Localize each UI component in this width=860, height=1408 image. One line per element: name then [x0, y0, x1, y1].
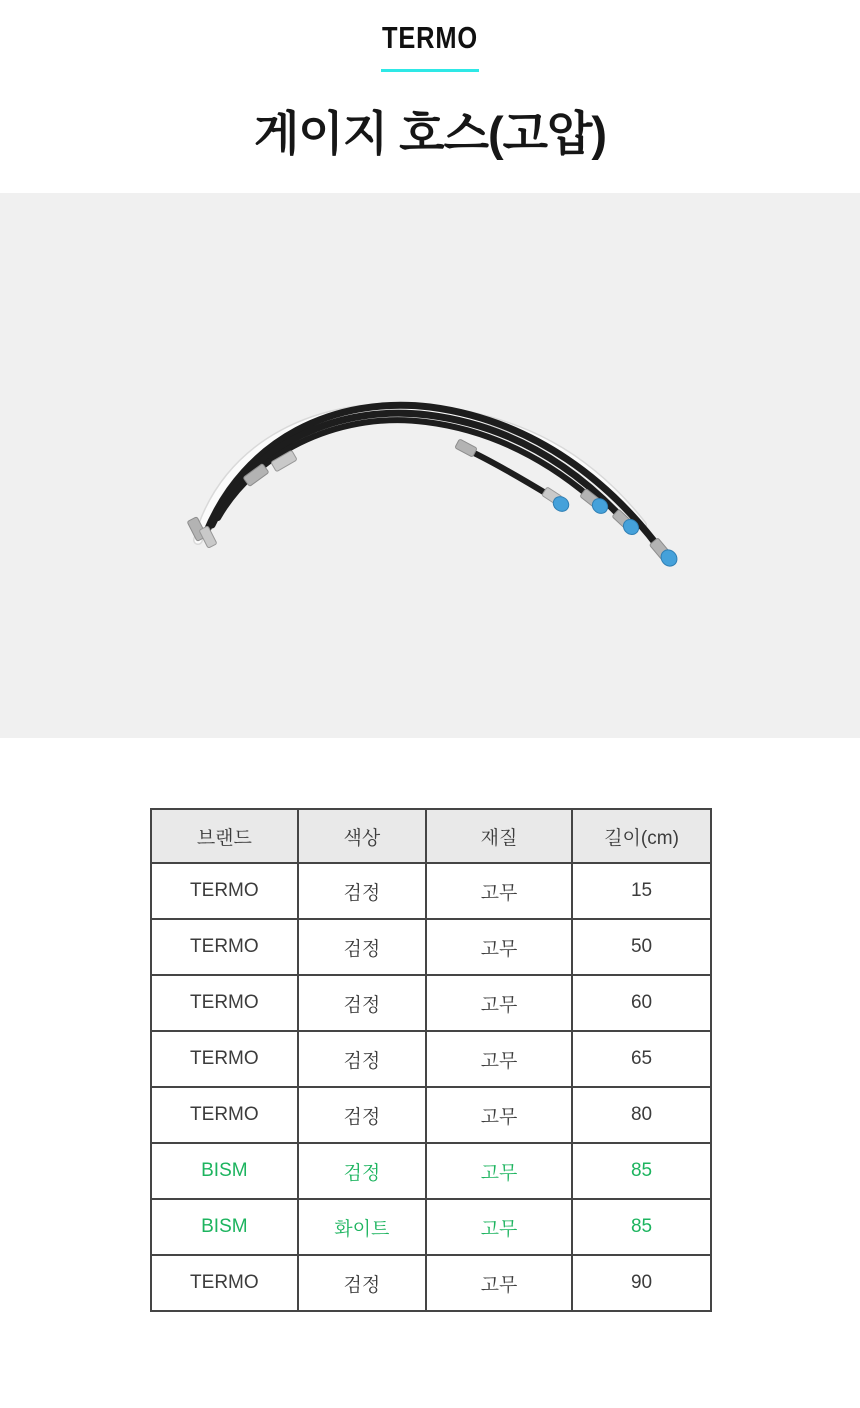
cell-brand: TERMO [151, 919, 298, 975]
cell-brand: TERMO [151, 1087, 298, 1143]
cell-color: 검정 [298, 1031, 426, 1087]
cell-material: 고무 [426, 863, 572, 919]
cell-material: 고무 [426, 919, 572, 975]
header [0, 0, 860, 164]
cell-material: 고무 [426, 975, 572, 1031]
cell-material: 고무 [426, 1031, 572, 1087]
table-row [151, 1087, 711, 1143]
cell-length: 85 [572, 1143, 711, 1199]
page-title: 게이지 호스(고압) [253, 107, 607, 160]
table-row [151, 1255, 711, 1311]
header-length: 길이(cm) [572, 809, 711, 863]
header-color: 색상 [298, 809, 426, 863]
cell-brand: TERMO [151, 1255, 298, 1311]
cell-color: 검정 [298, 975, 426, 1031]
cell-material: 고무 [426, 1087, 572, 1143]
cell-length: 15 [572, 863, 711, 919]
hose-fitting [455, 439, 477, 457]
header-brand: 브랜드 [151, 809, 298, 863]
spec-section [150, 808, 712, 1312]
cell-length: 60 [572, 975, 711, 1031]
cell-color: 검정 [298, 1143, 426, 1199]
table-row [151, 1143, 711, 1199]
table-row [151, 1199, 711, 1255]
cell-length: 50 [572, 919, 711, 975]
accent-divider [381, 69, 479, 72]
cell-brand: TERMO [151, 863, 298, 919]
cell-material: 고무 [426, 1255, 572, 1311]
cell-length: 85 [572, 1199, 711, 1255]
cell-color: 화이트 [298, 1199, 426, 1255]
table-row [151, 863, 711, 919]
cell-color: 검정 [298, 1255, 426, 1311]
spec-table-head [151, 809, 711, 863]
cell-material: 고무 [426, 1143, 572, 1199]
cell-color: 검정 [298, 863, 426, 919]
header-material: 재질 [426, 809, 572, 863]
cell-length: 90 [572, 1255, 711, 1311]
header-row [151, 809, 711, 863]
cell-brand: TERMO [151, 1031, 298, 1087]
hose-photo-illustration [0, 193, 860, 738]
spec-table-body [151, 863, 711, 1311]
cell-length: 80 [572, 1087, 711, 1143]
table-row [151, 919, 711, 975]
cell-color: 검정 [298, 1087, 426, 1143]
cell-length: 65 [572, 1031, 711, 1087]
brand-logo: TERMO [382, 20, 478, 55]
cell-brand: BISM [151, 1199, 298, 1255]
table-row [151, 975, 711, 1031]
cell-brand: BISM [151, 1143, 298, 1199]
spec-table [150, 808, 712, 1312]
product-photo-area [0, 193, 860, 738]
table-row [151, 1031, 711, 1087]
cell-brand: TERMO [151, 975, 298, 1031]
cell-material: 고무 [426, 1199, 572, 1255]
cell-color: 검정 [298, 919, 426, 975]
